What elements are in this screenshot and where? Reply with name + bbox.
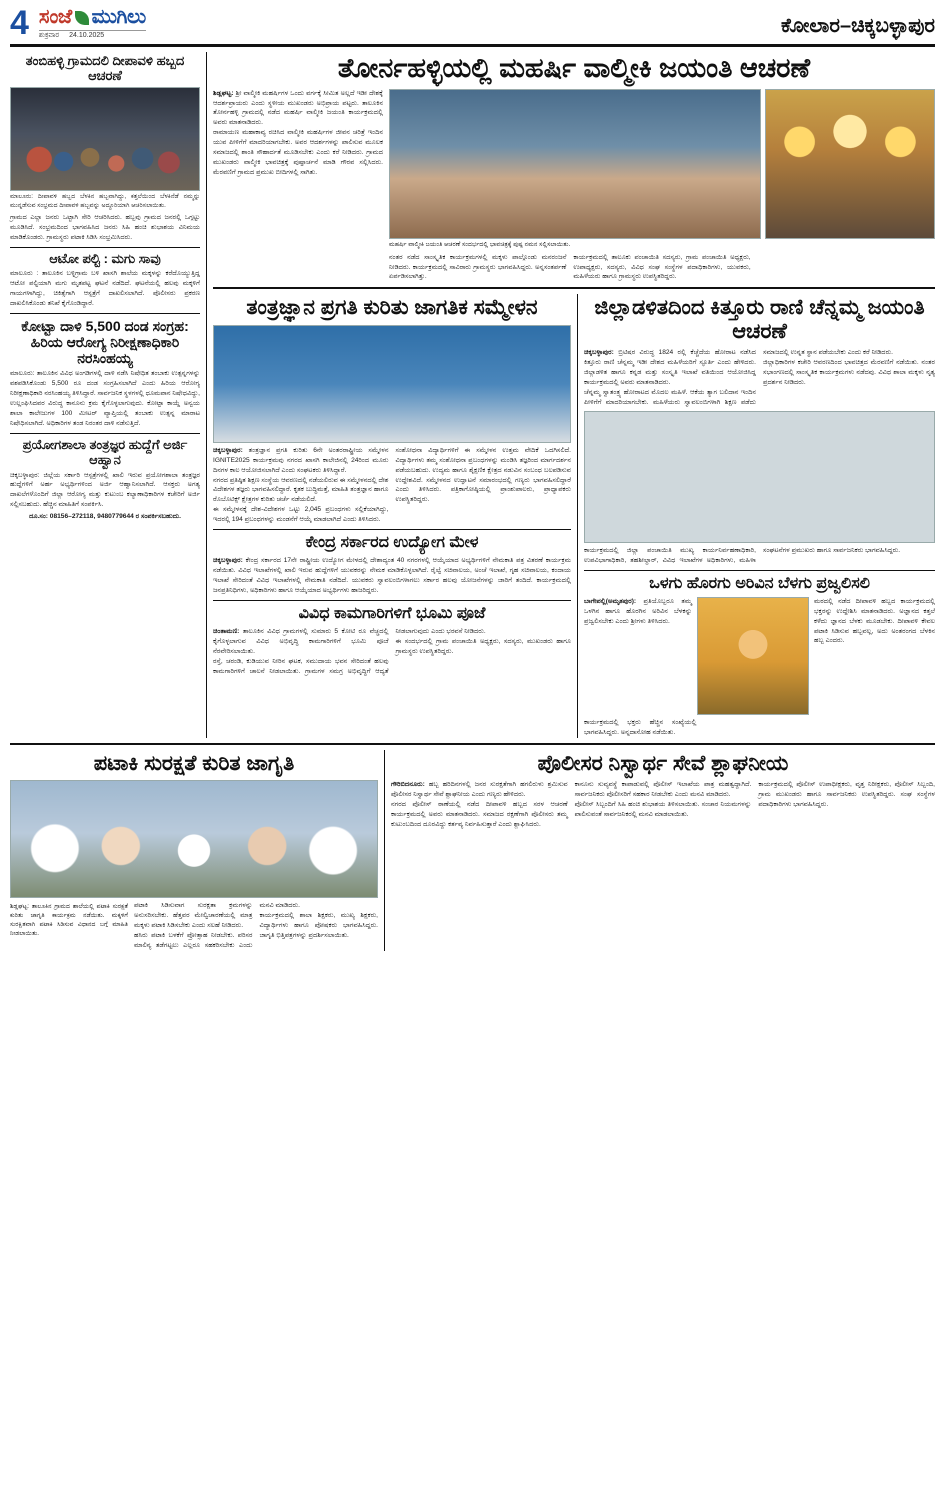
bottom-right-body1: ಹಬ್ಬ ಹರಿದಿನಗಳಲ್ಲಿ ಜನರ ಸುರಕ್ಷತೆಗಾಗಿ ಹಗಲಿರುಳು ಶ್ರಮಿಸುವ ಪೊಲೀಸರ ನಿಸ್ವಾರ್ಥ ಸೇವೆ ಶ್ಲಾಘನೀಯ ಎಂದು ಗಣ್ಯರು ಹೇಳಿದರು. — [391, 781, 568, 799]
tech-dateline: ಚಿಕ್ಕಬಳ್ಳಾಪುರ: — [213, 446, 243, 454]
tech-headline: ತಂತ್ರಜ್ಞಾನ ಪ್ರಗತಿ ಕುರಿತು ಜಾಗತಿಕ ಸಮ್ಮೇಳನ — [246, 296, 538, 320]
left-story4-body: ಚಿಕ್ಕಬಳ್ಳಾಪುರ: ಜಿಲ್ಲೆಯ ಸರ್ಕಾರಿ ಆಸ್ಪತ್ರೆಗಳಲ್ಲಿ ಖಾಲಿ ಇರುವ ಪ್ರಯೋಗಶಾಲಾ ತಂತ್ರಜ್ಞರ ಹುದ್ದೆಗಳಿಗೆ ಅರ್ಹ ಅಭ್ಯರ್ಥಿಗಳಿಂದ ಅರ್ಜಿ ಆಹ್ವಾನಿಸಲಾಗಿದೆ. ಆಸಕ್ತರು ಅಗತ್ಯ ದಾಖಲೆಗಳೊಂದಿಗೆ ಜಿಲ್ಲಾ ಆರೋಗ್ಯ ಮತ್ತು ಕುಟುಂಬ ಕಲ್ಯಾಣಾಧಿಕಾರಿಗಳ ಕಚೇರಿಗೆ ಅರ್ಜಿ ಸಲ್ಲಿಸಬಹುದು. ಹೆಚ್ಚಿನ ಮಾಹಿತಿಗೆ ಸಂಪರ್ಕಿಸಿ. — [10, 471, 200, 509]
bottom-left-body1: ಪಟಾಕಿ ಸಿಡಿಸುವಾಗ ಸುರಕ್ಷತಾ ಕ್ರಮಗಳನ್ನು ಅನುಸರಿಸಬೇಕು. ಹೆತ್ತವರ ಮೇಲ್ವಿಚಾರಣೆಯಲ್ಲಿ ಮಾತ್ರ ಮಕ್ಕಳು ಪಟಾಕಿ ಸಿಡಿಸಬೇಕು ಎಂದು ಸಲಹೆ ನೀಡಿದರು. — [134, 902, 253, 929]
bhoomi-pooja-body1: ತಾಲೂಕಿನ ವಿವಿಧ ಗ್ರಾಮಗಳಲ್ಲಿ ಸುಮಾರು 5 ಕೋಟಿ ರೂ ವೆಚ್ಚದಲ್ಲಿ ಕೈಗೊಳ್ಳಲಾಗುವ ವಿವಿಧ ಅಭಿವೃದ್ಧಿ ಕಾಮಗಾರಿಗಳಿಗೆ ಭೂಮಿ ಪೂಜೆ ನೆರವೇರಿಸಲಾಯಿತು. — [213, 628, 389, 656]
bottom-left-caption: ಶಿಡ್ಲಘಟ್ಟ: ತಾಲೂಕಿನ ಗ್ರಾಮದ ಶಾಲೆಯಲ್ಲಿ ಪಟಾಕಿ ಸುರಕ್ಷತೆ ಕುರಿತು ಜಾಗೃತಿ ಕಾರ್ಯಕ್ರಮ ನಡೆಯಿತು. ಮಕ್ಕಳಿಗೆ ಸುರಕ್ಷಿತವಾಗಿ ಪಟಾಕಿ ಸಿಡಿಸುವ ವಿಧಾನದ ಬಗ್ಗೆ ಮಾಹಿತಿ ನೀಡಲಾಯಿತು. — [10, 903, 128, 938]
tech-body1: ತಂತ್ರಜ್ಞಾನ ಪ್ರಗತಿ ಕುರಿತು 6ನೇ ಅಂತರರಾಷ್ಟ್ರೀಯ ಸಮ್ಮೇಳನ IGNITE2025 ಕಾರ್ಯಕ್ರಮವು ನಗರದ ಖಾಸಗಿ ಕಾಲೇಜಿನಲ್ಲಿ 24ರಿಂದ ಮೂರು ದಿನಗಳ ಕಾಲ ಆಯೋಜಿಸಲಾಗಿದೆ ಎಂದು ಸಂಘಟಕರು ತಿಳಿಸಿದ್ದಾರೆ. — [213, 446, 389, 474]
lead-body2: ರಾಮಾಯಣ ಮಹಾಕಾವ್ಯ ರಚಿಸಿದ ವಾಲ್ಮೀಕಿ ಮಹರ್ಷಿಗಳ ಜೀವನ ಚರಿತ್ರೆ ಇಂದಿನ ಯುವ ಪೀಳಿಗೆಗೆ ಮಾದರಿಯಾಗಬೇಕು. ಅವರ ಆದರ್ಶಗಳನ್ನು ಪಾಲಿಸುವ ಮೂಲಕ ಸಮಾಜದಲ್ಲಿ ಶಾಂತಿ ಸೌಹಾರ್ದತೆ ಮೂಡಿಸಬೇಕು ಎಂದು ಕರೆ ನೀಡಿದರು. ಗ್ರಾಮದ ಮುಖಂಡರು ವಾಲ್ಮೀಕಿ ಭಾವಚಿತ್ರಕ್ಕೆ ಪುಷ್ಪಾರ್ಚನೆ ಮಾಡಿ ಗೌರವ ಸಲ್ಲಿಸಿದರು. ಮೆರವಣಿಗೆ ಗ್ರಾಮದ ಪ್ರಮುಖ ಬೀದಿಗಳಲ್ಲಿ ಸಾಗಿತು. — [213, 129, 383, 176]
left-story4-contact: ದೂ.ಸಂ: 08156–272118, 9480779644 ರ ಸಂಪರ್ಕಿಸಬಹುದು. — [29, 513, 181, 521]
bottom-left-body2: ಹಸಿರು ಪಟಾಕಿ ಬಳಕೆಗೆ ಪ್ರೋತ್ಸಾಹ ನೀಡಬೇಕು. ಪರಿಸರ ಮಾಲಿನ್ಯ ತಡೆಗಟ್ಟಲು ಎಲ್ಲರೂ ಸಹಕರಿಸಬೇಕು ಎಂದು ಮನವಿ ಮಾಡಿದರು. — [134, 902, 300, 949]
firecracker-awareness-group-photo — [10, 780, 378, 898]
left-story2-body: ಮಾಲೂರು : ತಾಲೂಕಿನ ಬಳ್ಳಿಗ್ರಾಮ ಬಳಿ ಖಾಸಗಿ ಶಾಲೆಯ ಮಕ್ಕಳನ್ನು ಕರೆದೊಯ್ಯುತ್ತಿದ್ದ ಆಟೋ ಪಲ್ಟಿಯಾಗಿ ಮಗು ಮೃತಪಟ್ಟ ಘಟನೆ ನಡೆದಿದೆ. ಘಟನೆಯಲ್ಲಿ ಹಲವು ಮಕ್ಕಳಿಗೆ ಗಾಯಗಳಾಗಿದ್ದು, ಚಿಕಿತ್ಸೆಗಾಗಿ ಆಸ್ಪತ್ರೆಗೆ ದಾಖಲಿಸಲಾಗಿದೆ. ಪೊಲೀಸರು ಪ್ರಕರಣ ದಾಖಲಿಸಿಕೊಂಡು ತನಿಖೆ ಕೈಗೊಂಡಿದ್ದಾರೆ. — [10, 270, 200, 308]
column-divider — [206, 52, 207, 738]
leaf-icon — [75, 11, 89, 25]
bottom-section — [10, 750, 935, 951]
kittur-rani-chennamma-event-photo — [584, 411, 935, 543]
swamy-body3: ಕಾರ್ಯಕ್ರಮದಲ್ಲಿ ಭಕ್ತರು ಹೆಚ್ಚಿನ ಸಂಖ್ಯೆಯಲ್ಲಿ ಭಾಗವಹಿಸಿದ್ದರು. ಅನ್ನದಾಸೋಹ ನಡೆಯಿತು. — [584, 718, 697, 736]
newspaper-logo — [39, 6, 146, 40]
tech-body2: ನಗರದ ಪ್ರತಿಷ್ಠಿತ ಶಿಕ್ಷಣ ಸಂಸ್ಥೆಯ ಆವರಣದಲ್ಲಿ ನಡೆಯಲಿರುವ ಈ ಸಮ್ಮೇಳನದಲ್ಲಿ ದೇಶ ವಿದೇಶಗಳ ತಜ್ಞರು ಭಾಗವಹಿಸಲಿದ್ದಾರೆ. ಕೃತಕ ಬುದ್ಧಿಮತ್ತೆ, ಮಾಹಿತಿ ತಂತ್ರಜ್ಞಾನ ಹಾಗೂ ರೊಬೊಟಿಕ್ಸ್ ಕ್ಷೇತ್ರಗಳ ಕುರಿತು ಚರ್ಚೆ ನಡೆಯಲಿದೆ. — [213, 476, 389, 504]
kittur-body2: ಚೆನ್ನಮ್ಮ ಸ್ವಾತಂತ್ರ್ಯ ಹೋರಾಟದ ಮೊದಲ ಮಹಿಳೆ. ಆಕೆಯ ತ್ಯಾಗ ಬಲಿದಾನ ಇಂದಿನ ಪೀಳಿಗೆಗೆ ಮಾದರಿಯಾಗಬೇಕು. ಮಹಿಳೆಯರು ಸ್ವಾವಲಂಬಿಗಳಾಗಿ ಶಿಕ್ಷಣ ಪಡೆದು ಸಮಾಜದಲ್ಲಿ ಉನ್ನತ ಸ್ಥಾನ ಪಡೆಯಬೇಕು ಎಂದು ಕರೆ ನೀಡಿದರು. — [584, 349, 893, 406]
job-mela-headline: ಕೇಂದ್ರ ಸರ್ಕಾರದ ಉದ್ಯೋಗ ಮೇಳ — [305, 533, 479, 551]
bottom-left-body3: ಕಾರ್ಯಕ್ರಮದಲ್ಲಿ ಶಾಲಾ ಶಿಕ್ಷಕರು, ಮುಖ್ಯ ಶಿಕ್ಷಕರು, ವಿದ್ಯಾರ್ಥಿಗಳು ಹಾಗೂ ಪೋಷಕರು ಭಾಗವಹಿಸಿದ್ದರು. ಜಾಗೃತಿ ಭಿತ್ತಿಪತ್ರಗಳನ್ನು ಪ್ರದರ್ಶಿಸಲಾಯಿತು. — [259, 912, 378, 939]
left-story1-body: ಗ್ರಾಮದ ಎಲ್ಲಾ ಜನರು ಒಟ್ಟಾಗಿ ಸೇರಿ ಆಚರಿಸಿದರು. ಹಬ್ಬವು ಗ್ರಾಮದ ಜನರಲ್ಲಿ ಒಗ್ಗಟ್ಟು ಮೂಡಿಸಿದೆ. ಸಂಭ್ರಮದಿಂದ ಭಾಗವಹಿಸಿದ ಜನರು ಸಿಹಿ ಹಂಚಿ ಶುಭಾಶಯ ವಿನಿಮಯ ಮಾಡಿಕೊಂಡರು. ಗ್ರಾಮಸ್ಥರು ಪಟಾಕಿ ಸಿಡಿಸಿ ಸಂಭ್ರಮಿಸಿದರು. — [10, 213, 200, 241]
bhoomi-pooja-body3: ಈ ಸಂದರ್ಭದಲ್ಲಿ ಗ್ರಾಮ ಪಂಚಾಯಿತಿ ಅಧ್ಯಕ್ಷರು, ಸದಸ್ಯರು, ಮುಖಂಡರು ಹಾಗೂ ಗ್ರಾಮಸ್ಥರು ಉಪಸ್ಥಿತರಿದ್ದರು. — [395, 638, 571, 656]
bhoomi-pooja-dateline: ಚಿಂತಾಮಣಿ: — [213, 628, 240, 636]
page-number: 4 — [10, 4, 29, 42]
job-mela-dateline: ಚಿಕ್ಕಬಳ್ಳಾಪುರ: — [213, 557, 243, 565]
bottom-right-body2: ನಗರದ ಪೊಲೀಸ್ ಠಾಣೆಯಲ್ಲಿ ನಡೆದ ದೀಪಾವಳಿ ಹಬ್ಬದ ಸರಳ ಆಚರಣೆ ಕಾರ್ಯಕ್ರಮದಲ್ಲಿ ಅವರು ಮಾತನಾಡಿದರು. ಸಮಾಜದ ರಕ್ಷಣೆಗಾಗಿ ಪೊಲೀಸರು ತಮ್ಮ ಕುಟುಂಬದಿಂದ ದೂರವಿದ್ದು ಕರ್ತವ್ಯ ನಿರ್ವಹಿಸುತ್ತಾರೆ ಎಂದು ಶ್ಲಾಘಿಸಿದರು. — [391, 800, 568, 828]
lead-body1: ಶ್ರೀ ವಾಲ್ಮೀಕಿ ಮಹರ್ಷಿಗಳ ಒಂದು ವರ್ಗಕ್ಕೆ ಸೀಮಿತ ಅಲ್ಲದೆ ಇಡೀ ದೇಶಕ್ಕೆ ಆದರ್ಶಪ್ರಾಯರು ಎಂದು ಸ್ಥಳೀಯ ಮುಖಂಡರು ಅಭಿಪ್ರಾಯ ಪಟ್ಟರು. ತಾಲೂಕಿನ ತೋರ್ನಹಳ್ಳಿ ಗ್ರಾಮದಲ್ಲಿ ನಡೆದ ಮಹರ್ಷಿ ವಾಲ್ಮೀಕಿ ಜಯಂತಿ ಕಾರ್ಯಕ್ರಮದಲ್ಲಿ ಅವರು ಮಾತನಾಡಿದರು. — [213, 89, 383, 127]
bottom-left-story — [10, 750, 378, 951]
tech-conference-panel-photo — [213, 325, 571, 443]
left-story3-headline: ಕೋಟ್ಟಾ ದಾಳಿ 5,500 ದಂಡ ಸಂಗ್ರಹ: ಹಿರಿಯ ಆರೋಗ್ಯ ನಿರೀಕ್ಷಣಾಧಿಕಾರಿ ನರಸಿಂಹಯ್ಯ — [21, 318, 189, 367]
kittur-body1: ಬ್ರಿಟಿಷರ ವಿರುದ್ಧ 1824 ರಲ್ಲಿ ಕೆಚ್ಚೆದೆಯ ಹೋರಾಟ ನಡೆಸಿದ ಕಿತ್ತೂರು ರಾಣಿ ಚೆನ್ನಮ್ಮ ಇಡೀ ದೇಶದ ಮಹಿಳೆಯರಿಗೆ ಸ್ಫೂರ್ತಿ ಎಂದು ಹೇಳಿದರು. ಜಿಲ್ಲಾಡಳಿತ ಹಾಗೂ ಕನ್ನಡ ಮತ್ತು ಸಂಸ್ಕೃತಿ ಇಲಾಖೆ ವತಿಯಿಂದ ಆಯೋಜಿಸಿದ್ದ ಕಾರ್ಯಕ್ರಮದಲ್ಲಿ ಅವರು ಮಾತನಾಡಿದರು. — [584, 349, 756, 387]
masthead-left — [10, 6, 146, 40]
left-story1-headline: ತಂಬಿಹಳ್ಳಿ ಗ್ರಾಮದಲಿ ದೀಪಾವಳಿ ಹಬ್ಬದ ಆಚರಣೆ — [25, 53, 185, 83]
valmiki-jayanti-stage-photo — [389, 89, 761, 239]
date-label: 24.10.2025 — [69, 32, 105, 39]
bottom-right-headline: ಪೊಲೀಸರ ನಿಸ್ವಾರ್ಥ ಸೇವೆ ಶ್ಲಾಘನೀಯ — [537, 751, 789, 775]
lead-photo-caption: ಮಹರ್ಷಿ ವಾಲ್ಮೀಕಿ ಜಯಂತಿ ಆಚರಣೆ ಸಂದರ್ಭದಲ್ಲಿ ಭಾವಚಿತ್ರಕ್ಕೆ ಪುಷ್ಪ ನಮನ ಸಲ್ಲಿಸಲಾಯಿತು. — [389, 240, 571, 248]
deepavali-celebration-photo — [10, 87, 200, 191]
tech-body4: ಸಂಶೋಧನಾ ವಿದ್ಯಾರ್ಥಿಗಳಿಗೆ ಈ ಸಮ್ಮೇಳನ ಉತ್ತಮ ವೇದಿಕೆ ಒದಗಿಸಲಿದೆ. ವಿದ್ಯಾರ್ಥಿಗಳು ತಮ್ಮ ಸಂಶೋಧನಾ ಪ್ರಬಂಧಗಳನ್ನು ಮಂಡಿಸಿ ತಜ್ಞರಿಂದ ಮಾರ್ಗದರ್ಶನ ಪಡೆಯಬಹುದು. ಉದ್ಯಮ ಹಾಗೂ ಶೈಕ್ಷಣಿಕ ಕ್ಷೇತ್ರದ ನಡುವಿನ ಸಂಬಂಧ ಬಲಪಡಿಸುವ ಉದ್ದೇಶವಿದೆ. ಸಮ್ಮೇಳನದ ಉದ್ಘಾಟನೆ ಸಮಾರಂಭದಲ್ಲಿ ಗಣ್ಯರು ಭಾಗವಹಿಸಲಿದ್ದಾರೆ ಎಂದು ತಿಳಿಸಿದರು. ಪತ್ರಿಕಾಗೋಷ್ಠಿಯಲ್ಲಿ ಪ್ರಾಂಶುಪಾಲರು, ಪ್ರಾಧ್ಯಾಪಕರು ಉಪಸ್ಥಿತರಿದ್ದರು. — [395, 446, 571, 504]
lead-headline: ತೋರ್ನಹಳ್ಳಿಯಲ್ಲಿ ಮಹರ್ಷಿ ವಾಲ್ಮೀಕಿ ಜಯಂತಿ ಆಚರಣೆ — [337, 53, 811, 83]
main-column — [213, 52, 935, 738]
bottom-left-headline: ಪಟಾಕಿ ಸುರಕ್ಷತೆ ಕುರಿತ ಜಾಗೃತಿ — [93, 751, 295, 775]
swamy-dateline: ಬಾಗೇಪಲ್ಲಿ(ಅಮೃತಪುರ): — [584, 597, 637, 605]
valmiki-procession-photo — [765, 89, 935, 239]
bottom-right-body5: ಕಾರ್ಯಕ್ರಮದಲ್ಲಿ ಪೊಲೀಸ್ ಉಪಾಧೀಕ್ಷಕರು, ವೃತ್ತ ನಿರೀಕ್ಷಕರು, ಪೊಲೀಸ್ ಸಿಬ್ಬಂದಿ, ಗ್ರಾಮ ಮುಖಂಡರು ಹಾಗೂ ಸಾರ್ವಜನಿಕರು ಉಪಸ್ಥಿತರಿದ್ದರು. ಸಂಘ ಸಂಸ್ಥೆಗಳ ಪದಾಧಿಕಾರಿಗಳು ಭಾಗವಹಿಸಿದ್ದರು. — [758, 781, 935, 808]
masthead — [10, 6, 935, 47]
left-column — [10, 52, 200, 738]
kittur-body4: ಕಾರ್ಯಕ್ರಮದಲ್ಲಿ ಜಿಲ್ಲಾ ಪಂಚಾಯಿತಿ ಮುಖ್ಯ ಕಾರ್ಯನಿರ್ವಹಣಾಧಿಕಾರಿ, ಉಪವಿಭಾಗಾಧಿಕಾರಿ, ತಹಶೀಲ್ದಾರ್, ವಿವಿಧ ಇಲಾಖೆಗಳ ಅಧಿಕಾರಿಗಳು, ಮಹಿಳಾ ಸಂಘಟನೆಗಳ ಪ್ರಮುಖರು ಹಾಗೂ ಸಾರ್ವಜನಿಕರು ಭಾಗವಹಿಸಿದ್ದರು. — [584, 546, 901, 564]
job-mela-body: ಕೇಂದ್ರ ಸರ್ಕಾರದ 17ನೇ ರಾಷ್ಟ್ರೀಯ ಉದ್ಯೋಗ ಮೇಳದಲ್ಲಿ ದೇಶಾದ್ಯಂತ 40 ನಗರಗಳಲ್ಲಿ ಆಯ್ಕೆಯಾದ ಅಭ್ಯರ್ಥಿಗಳಿಗೆ ನೇಮಕಾತಿ ಪತ್ರ ವಿತರಣೆ ಕಾರ್ಯಕ್ರಮ ನಡೆಯಿತು. ವಿವಿಧ ಇಲಾಖೆಗಳಲ್ಲಿ ಖಾಲಿ ಇರುವ ಹುದ್ದೆಗಳಿಗೆ ಯುವಕರನ್ನು ನೇಮಕ ಮಾಡಿಕೊಳ್ಳಲಾಗಿದೆ. ರೈಲ್ವೆ ಸಚಿವಾಲಯ, ಅಂಚೆ ಇಲಾಖೆ, ಗೃಹ ಸಚಿವಾಲಯ, ಕಂದಾಯ ಇಲಾಖೆ ಸೇರಿದಂತೆ ವಿವಿಧ ಇಲಾಖೆಗಳಲ್ಲಿ ನೇಮಕಾತಿ ನಡೆದಿದೆ. ಯುವಕರು ಸ್ವಾವಲಂಬಿಗಳಾಗಲು ಸರ್ಕಾರ ಹಲವು ಯೋಜನೆಗಳನ್ನು ಜಾರಿಗೆ ತಂದಿದೆ. ಕಾರ್ಯಕ್ರಮದಲ್ಲಿ ಜನಪ್ರತಿನಿಧಿಗಳು, ಅಧಿಕಾರಿಗಳು ಹಾಗೂ ಆಯ್ಕೆಯಾದ ಅಭ್ಯರ್ಥಿಗಳು ಹಾಜರಿದ್ದರು. — [213, 557, 572, 595]
column-divider-3 — [384, 750, 385, 951]
logo-text-sanje: ಸಂಜೆ — [38, 6, 72, 28]
swamy-body2: ಮಠದಲ್ಲಿ ನಡೆದ ದೀಪಾವಳಿ ಹಬ್ಬದ ಕಾರ್ಯಕ್ರಮದಲ್ಲಿ ಭಕ್ತರನ್ನು ಉದ್ದೇಶಿಸಿ ಮಾತನಾಡಿದರು. ಅಜ್ಞಾನದ ಕತ್ತಲೆ ಕಳೆದು ಜ್ಞಾನದ ಬೆಳಕು ಮೂಡಬೇಕು. ದೀಪಾವಳಿ ಕೇವಲ ಪಟಾಕಿ ಸಿಡಿಸುವ ಹಬ್ಬವಲ್ಲ, ಅದು ಅಂತರಂಗದ ಬೆಳಕಿನ ಹಬ್ಬ ಎಂದರು. — [814, 597, 935, 645]
lead-dateline: ಶಿಡ್ಲಘಟ್ಟ: — [213, 89, 234, 97]
bottom-right-dateline: ಗೌರಿಬಿದನೂರು: — [391, 781, 425, 789]
kittur-body3: ಜಿಲ್ಲಾಧಿಕಾರಿಗಳ ಕಚೇರಿ ಆವರಣದಿಂದ ಭಾವಚಿತ್ರದ ಮೆರವಣಿಗೆ ನಡೆಯಿತು. ನಂತರ ಸಭಾಂಗಣದಲ್ಲಿ ಸಾಂಸ್ಕೃತಿಕ ಕಾರ್ಯಕ್ರಮಗಳು ನಡೆದವು. ವಿವಿಧ ಶಾಲಾ ಮಕ್ಕಳು ನೃತ್ಯ ಪ್ರದರ್ಶನ ನೀಡಿದರು. — [763, 359, 935, 387]
lead-story — [213, 54, 935, 282]
logo-text-mugilu: ಮುಗಿಲು — [91, 6, 146, 28]
weekday-label: ಶುಕ್ರವಾರ — [38, 32, 60, 39]
edition-label: ಕೋಲಾರ–ಚಿಕ್ಕಬಳ್ಳಾಪುರ — [781, 15, 935, 37]
bhoomi-pooja-headline: ವಿವಿಧ ಕಾಮಗಾರಿಗಳಿಗೆ ಭೂಮಿ ಪೂಜೆ — [298, 604, 486, 622]
bottom-right-story — [391, 750, 935, 951]
left-story4-headline: ಪ್ರಯೋಗಶಾಲಾ ತಂತ್ರಜ್ಞರ ಹುದ್ದೆಗೆ ಅರ್ಜಿ ಆಹ್ವಾನ — [22, 436, 188, 467]
left-story3-body: ಮಾಲೂರು: ತಾಲೂಕಿನ ವಿವಿಧ ಅಂಗಡಿಗಳಲ್ಲಿ ದಾಳಿ ನಡೆಸಿ ನಿಷೇಧಿತ ತಂಬಾಕು ಉತ್ಪನ್ನಗಳನ್ನು ವಶಪಡಿಸಿಕೊಂಡು 5,500 ರೂ ದಂಡ ಸಂಗ್ರಹಿಸಲಾಗಿದೆ ಎಂದು ಹಿರಿಯ ಆರೋಗ್ಯ ನಿರೀಕ್ಷಣಾಧಿಕಾರಿ ನರಸಿಂಹಯ್ಯ ತಿಳಿಸಿದ್ದಾರೆ. ಸಾರ್ವಜನಿಕ ಸ್ಥಳಗಳಲ್ಲಿ ಧೂಮಪಾನ ನಿಷೇಧವಿದ್ದು, ಉಲ್ಲಂಘಿಸಿದವರ ವಿರುದ್ಧ ಕಾನೂನು ಕ್ರಮ ಕೈಗೊಳ್ಳಲಾಗುವುದು. ಕೋಟ್ಪಾ ಕಾಯ್ದೆ ಅನ್ವಯ ಶಾಲಾ ಕಾಲೇಜುಗಳ 100 ಮೀಟರ್ ವ್ಯಾಪ್ತಿಯಲ್ಲಿ ತಂಬಾಕು ಉತ್ಪನ್ನ ಮಾರಾಟ ನಿಷೇಧಿಸಲಾಗಿದೆ. ಅಧಿಕಾರಿಗಳ ತಂಡ ನಿರಂತರ ದಾಳಿ ನಡೆಸುತ್ತಿದೆ. — [10, 370, 200, 427]
column-divider-2 — [577, 294, 578, 737]
tech-block — [213, 294, 571, 737]
tech-body3: ಈ ಸಮ್ಮೇಳನಕ್ಕೆ ದೇಶ-ವಿದೇಶಗಳ ಒಟ್ಟು 2,045 ಪ್ರಬಂಧಗಳು ಸಲ್ಲಿಕೆಯಾಗಿದ್ದು, ಇದರಲ್ಲಿ 194 ಪ್ರಬಂಧಗಳನ್ನು ಮಂಡನೆಗೆ ಆಯ್ಕೆ ಮಾಡಲಾಗಿದೆ ಎಂದು ತಿಳಿಸಿದರು. — [213, 506, 389, 524]
bottom-right-body4: ಪೊಲೀಸ್ ಸಿಬ್ಬಂದಿಗೆ ಸಿಹಿ ಹಂಚಿ ಶುಭಾಶಯ ತಿಳಿಸಲಾಯಿತು. ಸಂಚಾರ ನಿಯಮಗಳನ್ನು ಪಾಲಿಸುವಂತೆ ಸಾರ್ವಜನಿಕರಲ್ಲಿ ಮನವಿ ಮಾಡಲಾಯಿತು. — [574, 800, 752, 818]
swamy-headline: ಒಳಗು ಹೊರಗು ಅರಿವಿನ ಬೆಳಗು ಪ್ರಜ್ವಲಿಸಲಿ — [649, 574, 870, 592]
swamy-body1: ಪ್ರತಿಯೊಬ್ಬರೂ ತಮ್ಮ ಒಳಗಿನ ಹಾಗೂ ಹೊರಗಿನ ಅರಿವಿನ ಬೆಳಕನ್ನು ಪ್ರಜ್ವಲಿಸಬೇಕು ಎಂದು ಶ್ರೀಗಳು ತಿಳಿಸಿದರು. — [584, 597, 692, 625]
kittur-dateline: ಚಿಕ್ಕಬಳ್ಳಾಪುರ: — [584, 349, 614, 357]
kittur-headline: ಜಿಲ್ಲಾಡಳಿತದಿಂದ ಕಿತ್ತೂರು ರಾಣಿ ಚೆನ್ನಮ್ಮ ಜಯಂತಿ ಆಚರಣೆ — [594, 296, 925, 343]
lead-body4: ಕಾರ್ಯಕ್ರಮದಲ್ಲಿ ತಾಲೂಕು ಪಂಚಾಯಿತಿ ಸದಸ್ಯರು, ಗ್ರಾಮ ಪಂಚಾಯಿತಿ ಅಧ್ಯಕ್ಷರು, ಉಪಾಧ್ಯಕ್ಷರು, ಸದಸ್ಯರು, ವಿವಿಧ ಸಂಘ ಸಂಸ್ಥೆಗಳ ಪದಾಧಿಕಾರಿಗಳು, ಯುವಕರು, ಮಹಿಳೆಯರು ಹಾಗೂ ಗ್ರಾಮಸ್ಥರು ಉಪಸ್ಥಿತರಿದ್ದರು. — [573, 253, 751, 281]
left-story1-caption: ಮಾಲೂರು: ದೀಪಾವಳಿ ಹಬ್ಬದ ಬೆಳಕಿನ ಹಬ್ಬವಾಗಿದ್ದು, ಕತ್ತಲೆಯಿಂದ ಬೆಳಕಿನೆಡೆ ನಮ್ಮನ್ನು ಮುನ್ನಡೆಸುವ ಸಂಭ್ರಮದ ದೀಪಾವಳಿ ಹಬ್ಬವನ್ನು ಅದ್ಧೂರಿಯಾಗಿ ಆಚರಿಸಲಾಯಿತು. — [10, 192, 200, 209]
kittur-block — [584, 294, 935, 737]
lead-body3: ನಂತರ ನಡೆದ ಸಾಂಸ್ಕೃತಿಕ ಕಾರ್ಯಕ್ರಮಗಳಲ್ಲಿ ಮಕ್ಕಳು ಪಾಲ್ಗೊಂಡು ಮನರಂಜನೆ ನೀಡಿದರು. ಕಾರ್ಯಕ್ರಮದಲ್ಲಿ ಸಾವಿರಾರು ಗ್ರಾಮಸ್ಥರು ಭಾಗವಹಿಸಿದ್ದರು. ಅನ್ನಸಂತರ್ಪಣೆ ಏರ್ಪಡಿಸಲಾಗಿತ್ತು. — [389, 253, 567, 281]
bhoomi-pooja-body2: ರಸ್ತೆ, ಚರಂಡಿ, ಕುಡಿಯುವ ನೀರಿನ ಘಟಕ, ಸಮುದಾಯ ಭವನ ಸೇರಿದಂತೆ ಹಲವು ಕಾಮಗಾರಿಗಳಿಗೆ ಚಾಲನೆ ನೀಡಲಾಯಿತು. ಗ್ರಾಮಗಳ ಸಮಗ್ರ ಅಭಿವೃದ್ಧಿಗೆ ಆದ್ಯತೆ ನೀಡಲಾಗುವುದು ಎಂದು ಭರವಸೆ ನೀಡಿದರು. — [213, 628, 486, 675]
left-story2-headline: ಆಟೋ ಪಲ್ಟಿ : ಮಗು ಸಾವು — [49, 250, 161, 266]
bottom-right-body3: ಕಾನೂನು ಸುವ್ಯವಸ್ಥೆ ಕಾಪಾಡುವಲ್ಲಿ ಪೊಲೀಸ್ ಇಲಾಖೆಯ ಪಾತ್ರ ಮಹತ್ವದ್ದಾಗಿದೆ. ಸಾರ್ವಜನಿಕರು ಪೊಲೀಸರಿಗೆ ಸಹಕಾರ ನೀಡಬೇಕು ಎಂದು ಮನವಿ ಮಾಡಿದರು. — [574, 781, 752, 799]
swamiji-portrait-photo — [697, 597, 809, 715]
